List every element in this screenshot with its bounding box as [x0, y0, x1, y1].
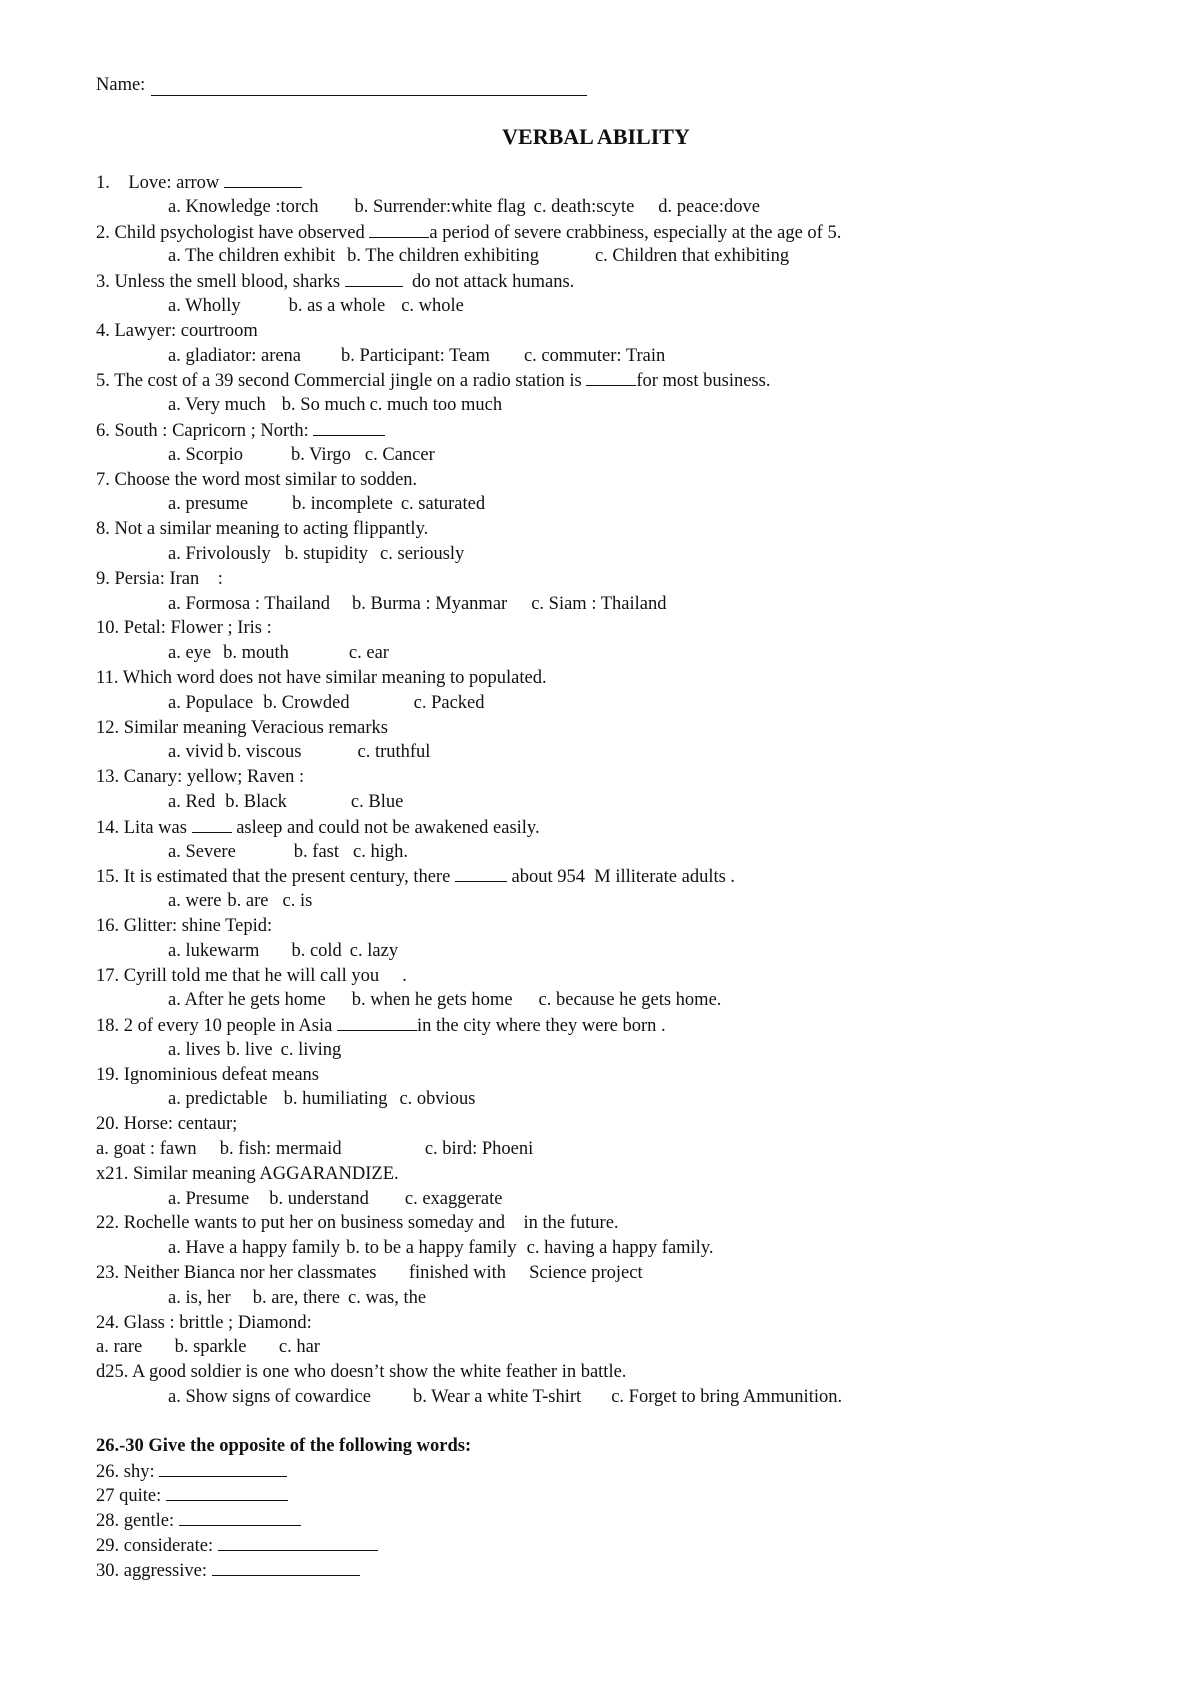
answer-option[interactable]: b. incomplete	[292, 494, 393, 515]
question-text: 17. Cyrill told me that he will call you .	[96, 965, 407, 986]
answer-option[interactable]: a. predictable	[168, 1089, 268, 1110]
answer-option[interactable]: c. death:scyte	[533, 196, 635, 217]
answer-option[interactable]: a. Presume	[168, 1188, 250, 1209]
options-row	[96, 492, 1106, 517]
question-text: 19. Ignominious defeat means	[96, 1064, 319, 1085]
answer-option[interactable]: a. Scorpio	[168, 444, 244, 465]
question-text: 24. Glass : brittle ; Diamond:	[96, 1312, 312, 1333]
answer-option[interactable]: b. The children exhibiting	[347, 246, 539, 267]
answer-option[interactable]: b. Burma : Myanmar	[352, 593, 508, 614]
question-stem	[96, 914, 1106, 939]
question-stem	[96, 567, 1106, 592]
options-row	[96, 344, 1106, 369]
answer-option[interactable]: b. cold	[291, 940, 342, 961]
option-line	[96, 1137, 1106, 1162]
answer-option[interactable]: a. After he gets home	[168, 990, 326, 1011]
answer-option[interactable]: c. exaggerate	[404, 1188, 503, 1209]
question-text: 1. Love: arrow	[96, 173, 224, 193]
section-heading: 26.-30 Give the opposite of the following words:	[96, 1435, 472, 1456]
answer-option[interactable]: b. when he gets home	[351, 990, 513, 1011]
name-row	[96, 70, 1106, 96]
question-text-continued: asleep and could not be awakened easily.	[231, 817, 540, 838]
question-text: 11. Which word does not have similar meaning to populated.	[96, 667, 547, 688]
answer-blank[interactable]	[345, 269, 403, 287]
question-text: 5. The cost of a 39 second Commercial jingle on a radio station is	[96, 371, 587, 392]
answer-option[interactable]: c. Packed	[413, 692, 485, 713]
question-text: 20. Horse: centaur;	[96, 1114, 238, 1135]
question-text: d25. A good soldier is one who doesn’t show the white feather in battle.	[96, 1362, 627, 1383]
options-row	[96, 1187, 1106, 1212]
question-stem	[96, 616, 1106, 641]
question-stem	[96, 1063, 1106, 1088]
options-row	[96, 542, 1106, 567]
answer-option[interactable]: c. Siam : Thailand	[531, 593, 667, 614]
answer-option[interactable]: c. lazy	[349, 940, 399, 961]
opposite-item	[96, 1483, 1106, 1508]
question-text: x21. Similar meaning AGGARANDIZE.	[96, 1163, 399, 1184]
answer-option[interactable]: b. live	[226, 1039, 273, 1060]
answer-option[interactable]: a. Knowledge :torch	[168, 196, 319, 217]
answer-blank[interactable]	[313, 418, 385, 436]
answer-option[interactable]: a. eye	[168, 643, 212, 664]
options-row	[96, 790, 1106, 815]
answer-option[interactable]: b. Black	[225, 791, 287, 812]
answer-option[interactable]: b. fast	[293, 841, 340, 862]
question-text: 2. Child psychologist have observed	[96, 222, 370, 243]
options-row	[96, 691, 1106, 716]
question-list	[96, 170, 1106, 1410]
options-row	[96, 1385, 1106, 1410]
question-text: 9. Persia: Iran :	[96, 568, 223, 589]
answer-blank[interactable]	[166, 1483, 288, 1501]
question-stem	[96, 220, 1106, 245]
question-text: 8. Not a similar meaning to acting flippantly.	[96, 519, 429, 540]
answer-blank[interactable]	[159, 1459, 287, 1477]
answer-option[interactable]: b. Wear a white T-shirt	[412, 1387, 582, 1408]
question-stem	[96, 1261, 1106, 1286]
opposite-label: 27 quite:	[96, 1486, 166, 1507]
question-stem	[96, 1112, 1106, 1137]
page-title: VERBAL ABILITY	[502, 124, 690, 149]
question-text: a. rare b. sparkle c. har	[96, 1337, 320, 1358]
question-text: 18. 2 of every 10 people in Asia	[96, 1016, 337, 1037]
answer-blank[interactable]	[337, 1013, 417, 1031]
question-stem	[96, 1360, 1106, 1385]
answer-option[interactable]: c. saturated	[400, 494, 486, 515]
answer-option[interactable]: a. gladiator: arena	[168, 345, 302, 366]
question-stem	[96, 468, 1106, 493]
option-line	[96, 1335, 1106, 1360]
options-row	[96, 592, 1106, 617]
options-row	[96, 939, 1106, 964]
question-text: 16. Glitter: shine Tepid:	[96, 915, 273, 936]
question-stem	[96, 815, 1106, 840]
answer-option[interactable]: b. Surrender:white flag	[354, 196, 526, 217]
options-row	[96, 393, 1106, 418]
answer-blank[interactable]	[369, 220, 429, 238]
answer-option[interactable]: d. peace:dove	[658, 196, 760, 217]
name-input-line[interactable]	[151, 77, 587, 96]
answer-option[interactable]: c. having a happy family.	[526, 1238, 714, 1259]
question-stem	[96, 864, 1106, 889]
question-text: 4. Lawyer: courtroom	[96, 320, 258, 341]
answer-option[interactable]: b. as a whole	[288, 295, 386, 316]
answer-option[interactable]: c. seriously	[380, 543, 465, 564]
options-row	[96, 988, 1106, 1013]
answer-option[interactable]: b. Crowded	[263, 692, 350, 713]
question-stem	[96, 1211, 1106, 1236]
answer-option[interactable]: b. Virgo	[291, 444, 351, 465]
options-row	[96, 840, 1106, 865]
question-text: 14. Lita was	[96, 817, 192, 838]
question-stem	[96, 1013, 1106, 1038]
options-row	[96, 195, 1106, 220]
answer-option[interactable]: a. Frivolously	[168, 543, 271, 564]
answer-blank[interactable]	[224, 170, 302, 188]
answer-option[interactable]: a. Severe	[168, 841, 236, 862]
question-stem	[96, 765, 1106, 790]
question-stem	[96, 964, 1106, 989]
answer-option[interactable]: c. was, the	[348, 1287, 427, 1308]
answer-option[interactable]: c. commuter: Train	[523, 345, 666, 366]
question-stem	[96, 319, 1106, 344]
opposite-label: 26. shy:	[96, 1461, 160, 1482]
answer-option[interactable]: b. are	[227, 891, 269, 912]
question-stem	[96, 716, 1106, 741]
answer-option[interactable]: a. presume	[168, 494, 249, 515]
question-stem	[96, 368, 1106, 393]
question-stem	[96, 517, 1106, 542]
question-text-continued: a period of severe crabbiness, especially at the age of 5.	[429, 222, 842, 243]
answer-option[interactable]: a. vivid	[168, 742, 224, 763]
question-text: 13. Canary: yellow; Raven :	[96, 767, 305, 788]
question-text-continued: about 954 M illiterate adults .	[506, 867, 736, 888]
opposite-label: 30. aggressive:	[96, 1560, 212, 1581]
question-text: 23. Neither Bianca nor her classmates finished with Science project	[96, 1263, 643, 1284]
answer-option[interactable]: a. Wholly	[168, 295, 241, 316]
answer-option[interactable]: a. lives	[168, 1039, 221, 1060]
question-text-continued: in the city where they were born .	[416, 1016, 666, 1037]
answer-option[interactable]: c. Forget to bring Ammunition.	[611, 1387, 843, 1408]
question-text: 3. Unless the smell blood, sharks	[96, 272, 345, 293]
question-text: 6. South : Capricorn ; North:	[96, 420, 314, 441]
answer-option[interactable]: a. is, her	[168, 1287, 231, 1308]
options-row	[96, 1286, 1106, 1311]
question-text: 22. Rochelle wants to put her on business someday and in the future.	[96, 1213, 619, 1234]
answer-option[interactable]: c. truthful	[357, 742, 431, 763]
answer-option[interactable]: b. So much	[281, 395, 366, 416]
options-row	[96, 889, 1106, 914]
options-row	[96, 1038, 1106, 1063]
answer-option[interactable]: a. lukewarm	[168, 940, 260, 961]
answer-option[interactable]: c. Cancer	[364, 444, 435, 465]
answer-option[interactable]: b. stupidity	[284, 543, 369, 564]
answer-option[interactable]: b. mouth	[223, 643, 289, 664]
answer-option[interactable]: c. Blue	[350, 791, 404, 812]
opposite-item	[96, 1459, 1106, 1484]
question-text: a. goat : fawn b. fish: mermaid c. bird: Phoeni	[96, 1139, 534, 1160]
worksheet-page	[96, 70, 1106, 1583]
answer-option[interactable]: a. The children exhibit	[168, 246, 336, 267]
answer-blank[interactable]	[179, 1508, 301, 1526]
options-row	[96, 740, 1106, 765]
question-text: 7. Choose the word most similar to sodden.	[96, 469, 418, 490]
answer-blank[interactable]	[212, 1558, 360, 1576]
answer-option[interactable]: c. obvious	[399, 1089, 476, 1110]
answer-option[interactable]: a. Show signs of cowardice	[168, 1387, 371, 1408]
question-text: 15. It is estimated that the present century, there	[96, 867, 455, 888]
answer-option[interactable]: c. whole	[401, 295, 464, 316]
question-stem	[96, 1311, 1106, 1336]
question-stem	[96, 418, 1106, 443]
answer-option[interactable]: c. is	[282, 891, 313, 912]
question-text-continued: do not attack humans.	[402, 272, 575, 293]
answer-option[interactable]: b. humiliating	[283, 1089, 388, 1110]
options-row	[96, 294, 1106, 319]
answer-option[interactable]: a. Populace	[168, 692, 254, 713]
question-stem	[96, 269, 1106, 294]
answer-option[interactable]: c. high.	[353, 841, 408, 862]
answer-option[interactable]: a. were	[168, 891, 222, 912]
question-stem	[96, 1162, 1106, 1187]
answer-blank[interactable]	[192, 815, 232, 833]
opposite-label: 28. gentle:	[96, 1511, 179, 1532]
answer-option[interactable]: c. much too much	[369, 395, 503, 416]
answer-option[interactable]: a. Have a happy family	[168, 1238, 341, 1259]
options-row	[96, 641, 1106, 666]
opposite-item	[96, 1558, 1106, 1583]
answer-option[interactable]: b. Participant: Team	[341, 345, 490, 366]
answer-blank[interactable]	[218, 1533, 378, 1551]
question-text-continued: for most business.	[636, 371, 771, 392]
question-stem	[96, 170, 1106, 195]
answer-option[interactable]: b. understand	[269, 1188, 369, 1209]
answer-option[interactable]: c. living	[280, 1039, 342, 1060]
options-row	[96, 1087, 1106, 1112]
answer-blank[interactable]	[455, 864, 507, 882]
opposite-label: 29. considerate:	[96, 1536, 218, 1557]
answer-option[interactable]: a. Formosa : Thailand	[168, 593, 331, 614]
answer-blank[interactable]	[586, 368, 636, 386]
answer-option[interactable]: b. viscous	[227, 742, 302, 763]
question-text: 12. Similar meaning Veracious remarks	[96, 717, 388, 738]
opposites-list	[96, 1459, 1106, 1583]
name-label: Name:	[96, 75, 146, 95]
answer-option[interactable]: c. ear	[348, 643, 389, 664]
question-text: 10. Petal: Flower ; Iris :	[96, 618, 272, 639]
options-row	[96, 1236, 1106, 1261]
answer-option[interactable]: b. are, there	[252, 1287, 340, 1308]
opposite-item	[96, 1533, 1106, 1558]
answer-option[interactable]: c. Children that exhibiting	[594, 246, 790, 267]
options-row	[96, 443, 1106, 468]
opposite-item	[96, 1508, 1106, 1533]
answer-option[interactable]: c. because he gets home.	[538, 990, 722, 1011]
answer-option[interactable]: b. to be a happy family	[346, 1238, 517, 1259]
answer-option[interactable]: a. Very much	[168, 395, 266, 416]
question-stem	[96, 666, 1106, 691]
options-row	[96, 244, 1106, 269]
answer-option[interactable]: a. Red	[168, 791, 216, 812]
